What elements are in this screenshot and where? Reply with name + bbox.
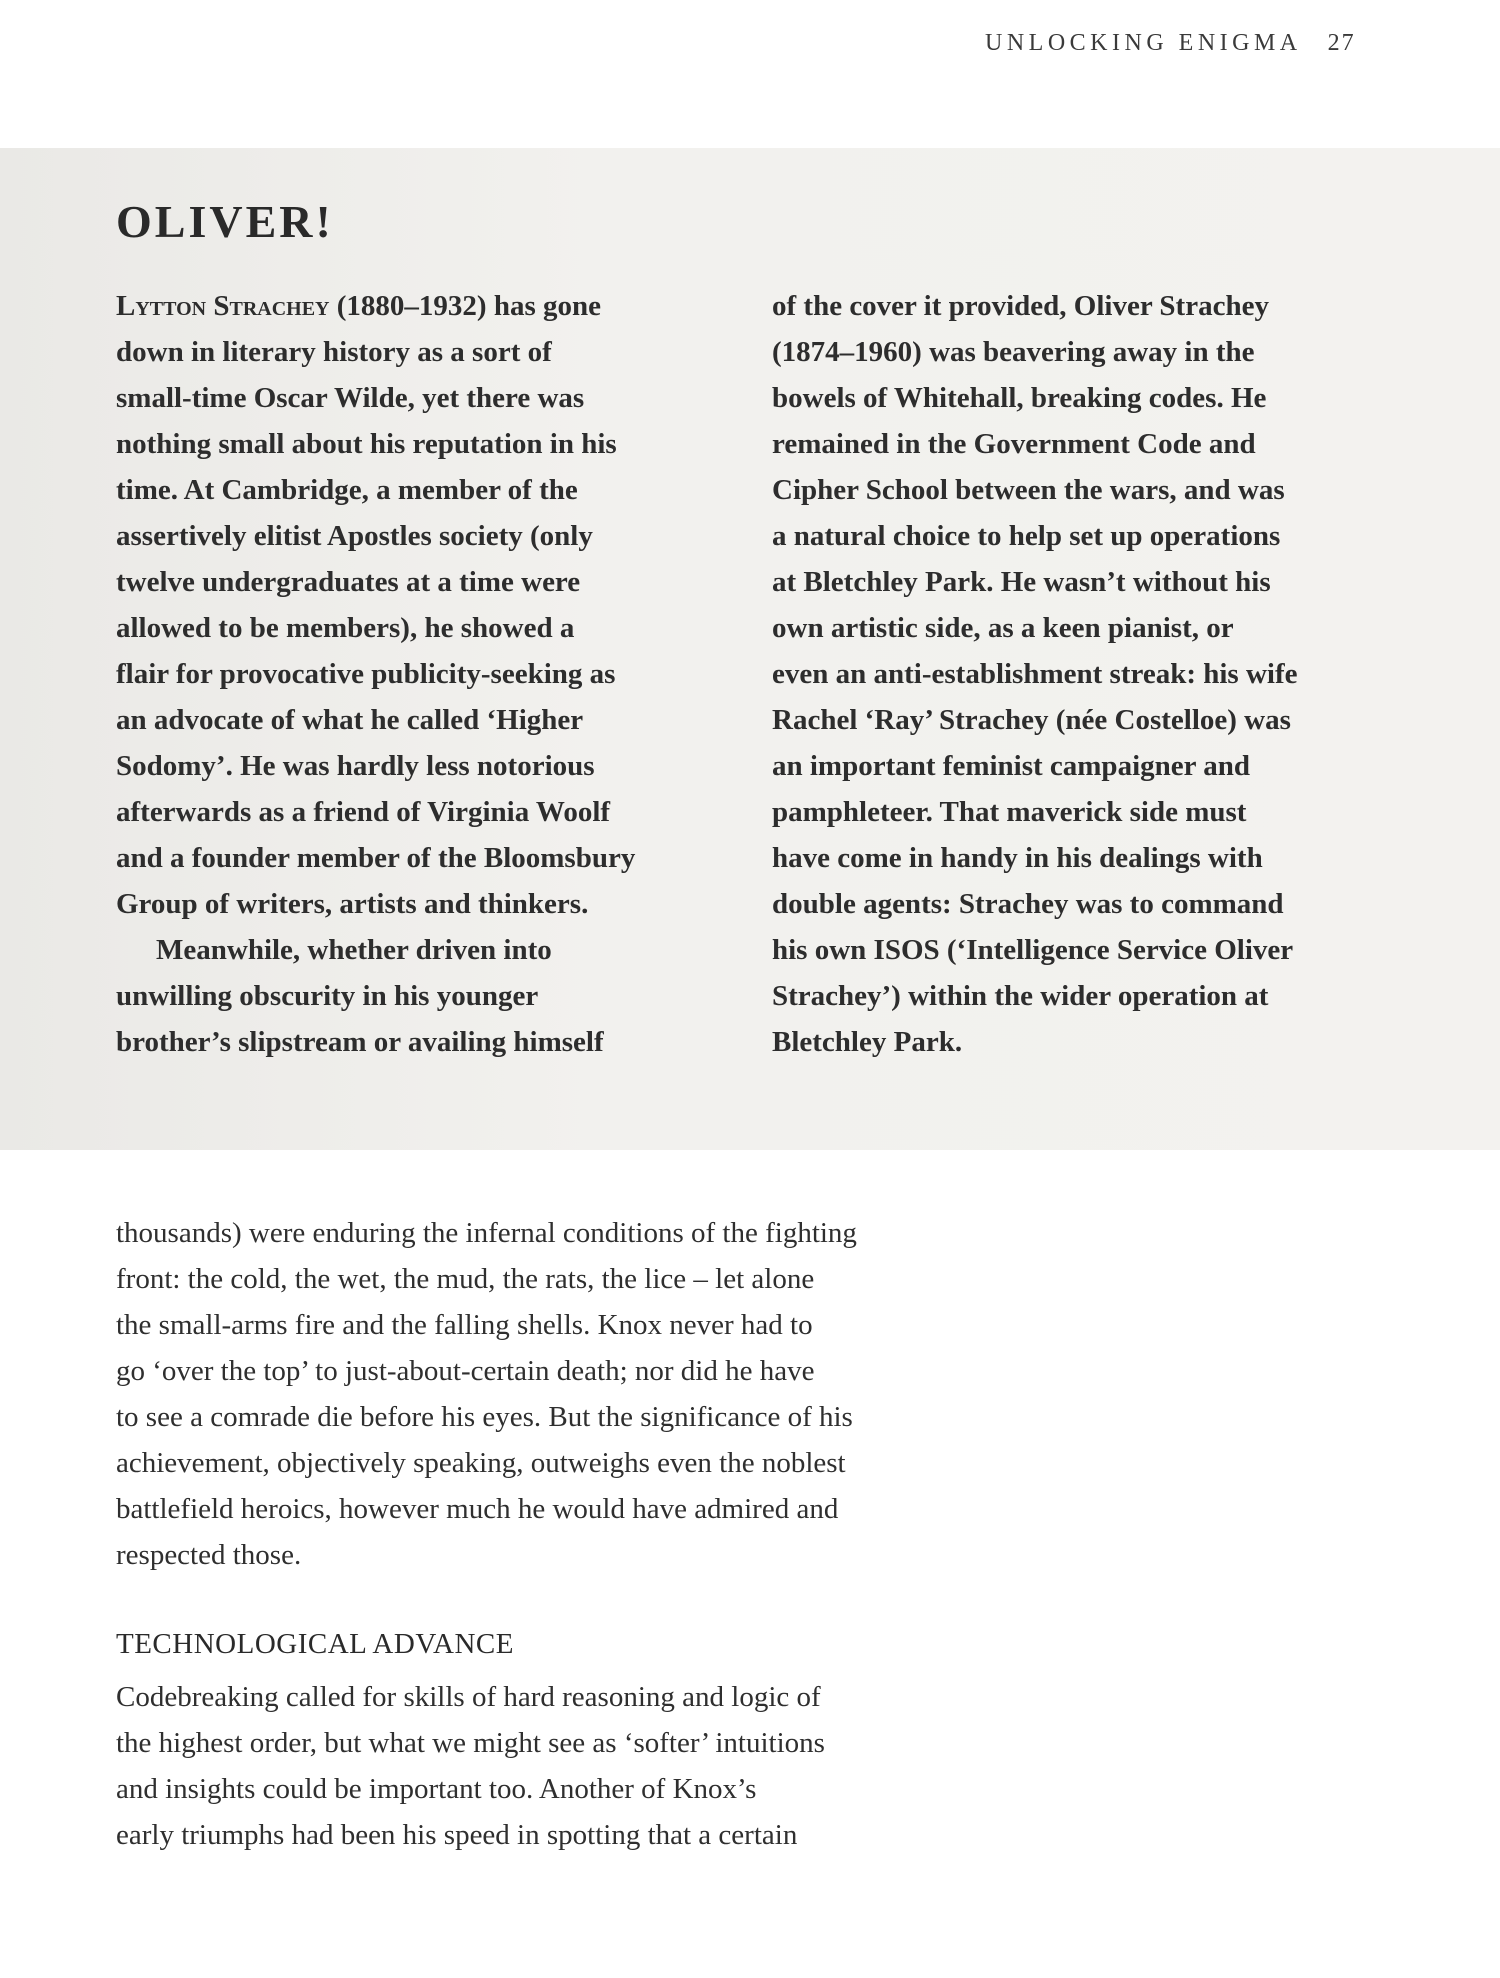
text-line: Meanwhile, whether driven into <box>156 934 552 966</box>
body-paragraph <box>116 1210 1016 1578</box>
text-line: have come in handy in his dealings with <box>772 842 1263 874</box>
sidebar-left-column <box>116 283 756 1065</box>
text-line: of the cover it provided, Oliver Strachey <box>772 290 1269 322</box>
text-line: achievement, objectively speaking, outweighs even the noblest <box>116 1447 846 1479</box>
text-line: time. At Cambridge, a member of the <box>116 474 578 506</box>
text-line: assertively elitist Apostles society (only <box>116 520 593 552</box>
text-line: afterwards as a friend of Virginia Woolf <box>116 796 611 828</box>
text-line: allowed to be members), he showed a <box>116 612 575 644</box>
text-line: down in literary history as a sort of <box>116 336 552 368</box>
text-line: own artistic side, as a keen pianist, or <box>772 612 1234 644</box>
text-line: unwilling obscurity in his younger <box>116 980 539 1012</box>
text-line: an advocate of what he called ‘Higher <box>116 704 584 736</box>
text-line: front: the cold, the wet, the mud, the rats, the lice – let alone <box>116 1263 815 1295</box>
body-paragraph-2 <box>116 1674 1016 1858</box>
text-line: flair for provocative publicity-seeking as <box>116 658 616 690</box>
section-subheading: TECHNOLOGICAL ADVANCE <box>116 1628 514 1660</box>
text-line <box>116 283 756 329</box>
text-line: Group of writers, artists and thinkers. <box>116 888 589 920</box>
text-line: and insights could be important too. Another of Knox’s <box>116 1773 757 1805</box>
sidebar-right-column <box>772 283 1412 1065</box>
sidebar-title: OLIVER! <box>116 196 334 247</box>
text-line: Bletchley Park. <box>772 1026 963 1058</box>
text-line: remained in the Government Code and <box>772 428 1256 460</box>
text-line: even an anti-establishment streak: his wife <box>772 658 1298 690</box>
text-line: the highest order, but what we might see as ‘softer’ intuitions <box>116 1727 825 1759</box>
text-line: a natural choice to help set up operations <box>772 520 1281 552</box>
text-line: and a founder member of the Bloomsbury <box>116 842 636 874</box>
text-line: small-time Oscar Wilde, yet there was <box>116 382 585 414</box>
text-line: double agents: Strachey was to command <box>772 888 1284 920</box>
text-line: an important feminist campaigner and <box>772 750 1250 782</box>
text-line: (1874–1960) was beavering away in the <box>772 336 1255 368</box>
text-line: go ‘over the top’ to just-about-certain death; nor did he have <box>116 1355 815 1387</box>
text-line: Rachel ‘Ray’ Strachey (née Costelloe) was <box>772 704 1291 736</box>
text-line: early triumphs had been his speed in spotting that a certain <box>116 1819 798 1851</box>
text-line: Cipher School between the wars, and was <box>772 474 1285 506</box>
text-line: at Bletchley Park. He wasn’t without his <box>772 566 1271 598</box>
text-line: Codebreaking called for skills of hard reasoning and logic of <box>116 1681 821 1713</box>
page-number: 27 <box>1327 30 1356 56</box>
text-line: to see a comrade die before his eyes. But the significance of his <box>116 1401 853 1433</box>
text-line: Sodomy’. He was hardly less notorious <box>116 750 595 782</box>
text-line: bowels of Whitehall, breaking codes. He <box>772 382 1267 414</box>
section-title: UNLOCKING ENIGMA <box>985 30 1302 56</box>
text-line: battlefield heroics, however much he would have admired and <box>116 1493 839 1525</box>
text-line-part: has gone <box>493 290 601 322</box>
running-head <box>985 30 1356 57</box>
text-line: twelve undergraduates at a time were <box>116 566 581 598</box>
text-line: respected those. <box>116 1539 302 1571</box>
lead-name: Lytton Strachey <box>116 290 330 322</box>
text-line: pamphleteer. That maverick side must <box>772 796 1247 828</box>
text-line: thousands) were enduring the infernal conditions of the fighting <box>116 1217 857 1249</box>
text-line: Strachey’) within the wider operation at <box>772 980 1269 1012</box>
lead-dates: (1880–1932) <box>336 290 487 322</box>
text-line: nothing small about his reputation in his <box>116 428 617 460</box>
text-line: his own ISOS (‘Intelligence Service Oliver <box>772 934 1294 966</box>
text-line: the small-arms fire and the falling shells. Knox never had to <box>116 1309 813 1341</box>
text-line: brother’s slipstream or availing himself <box>116 1026 604 1058</box>
